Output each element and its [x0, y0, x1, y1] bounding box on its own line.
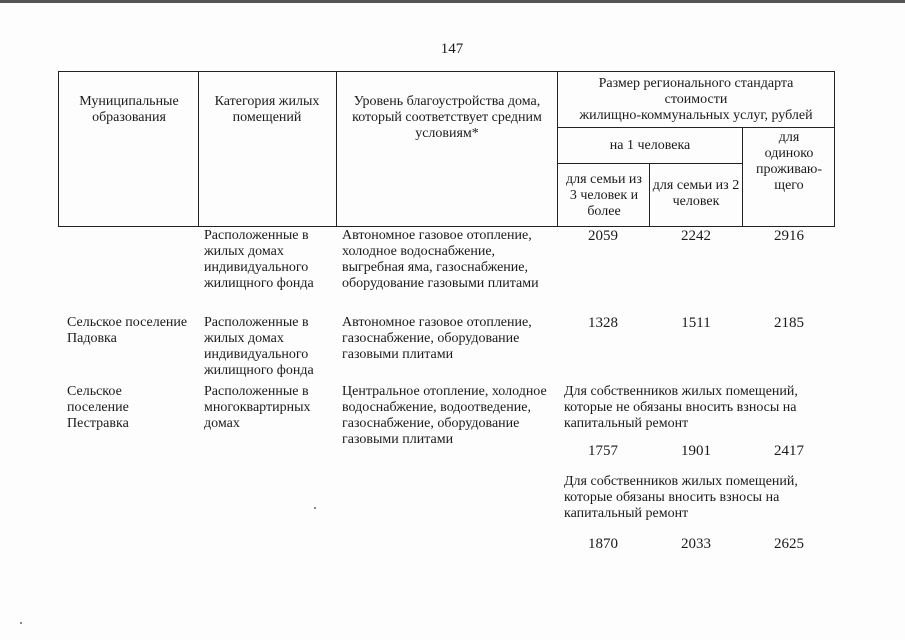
- row2-single-value: 2185: [774, 315, 804, 331]
- row3-note-b: Для собственников жилых помещений, которые обязаны вносить взносы на капитальный ремонт: [564, 474, 798, 521]
- row3-b-family3-value: 1870: [588, 536, 618, 552]
- header-family3: для семьи из 3 человек и более: [566, 172, 642, 219]
- row1-category: Расположенные в жилых домах индивидуального жилищного фонда: [204, 228, 314, 291]
- header-standard-underline: [557, 127, 835, 128]
- header-single-line2: одиноко: [764, 146, 814, 161]
- row3-a-family2-value: 1901: [681, 443, 711, 459]
- top-rule: [0, 0, 905, 3]
- header-divider-2: [336, 71, 337, 227]
- row2-category: Расположенные в жилых домах индивидуального жилищного фонда: [204, 315, 314, 378]
- header-top-border: [58, 71, 835, 72]
- header-right-border: [834, 71, 835, 227]
- header-single-line4: щего: [774, 178, 804, 193]
- header-standard: [560, 76, 832, 124]
- page-number: 147: [440, 41, 464, 57]
- header-level: [341, 94, 553, 142]
- row1-family3-value: 2059: [588, 228, 618, 244]
- header-category: Категория жилых помещений: [214, 94, 320, 125]
- row1-family2-value: 2242: [681, 228, 711, 244]
- header-bottom-border: [58, 226, 835, 227]
- header-level-text: Уровень благоустройства дома, который соответствует средним условиям*: [352, 94, 542, 141]
- header-divider-4: [742, 127, 743, 227]
- row3-a-single-value: 2417: [774, 443, 804, 459]
- header-family2: для семьи из 2 человек: [652, 178, 740, 209]
- header-per-person: на 1 человека: [609, 138, 691, 153]
- header-divider-3: [557, 71, 558, 227]
- row3-municipality: Сельское поселение Пестравка: [67, 384, 129, 431]
- row3-a-family3-value: 1757: [588, 443, 618, 459]
- header-single-line1: для: [778, 130, 800, 145]
- row2-municipality: Сельское поселение Падовка: [67, 315, 188, 346]
- header-divider-1: [198, 71, 199, 227]
- row2-family2-value: 1511: [681, 315, 711, 331]
- header-single-line3: проживаю-: [755, 162, 823, 177]
- row2-family3-value: 1328: [588, 315, 618, 331]
- row3-note-a: Для собственников жилых помещений, которые не обязаны вносить взносы на капитальный ремонт: [564, 384, 798, 431]
- row3-b-family2-value: 2033: [681, 536, 711, 552]
- header-standard-line3: жилищно-коммунальных услуг, рублей: [579, 108, 813, 123]
- row1-single-value: 2916: [774, 228, 804, 244]
- row2-level: Автономное газовое отопление, газоснабжение, оборудование газовыми плитами: [342, 315, 532, 362]
- row3-category: Расположенные в многоквартирных домах: [204, 384, 311, 431]
- header-standard-line2: стоимости: [664, 92, 728, 107]
- scan-speck: [314, 507, 316, 509]
- row3-level: Центральное отопление, холодное водоснабжение, водоотведение, газоснабжение, оборудование газовыми плитами: [342, 384, 547, 447]
- header-standard-line1: Размер регионального стандарта: [598, 76, 794, 91]
- header-left-border: [58, 71, 59, 227]
- scan-speck: [20, 622, 22, 624]
- header-single: [745, 130, 833, 194]
- row1-level: Автономное газовое отопление, холодное водоснабжение, выгребная яма, газоснабжение, оборудование газовыми плитами: [342, 228, 539, 291]
- header-divider-5: [649, 163, 650, 227]
- header-municipality: Муниципальные образования: [79, 94, 179, 125]
- row3-b-single-value: 2625: [774, 536, 804, 552]
